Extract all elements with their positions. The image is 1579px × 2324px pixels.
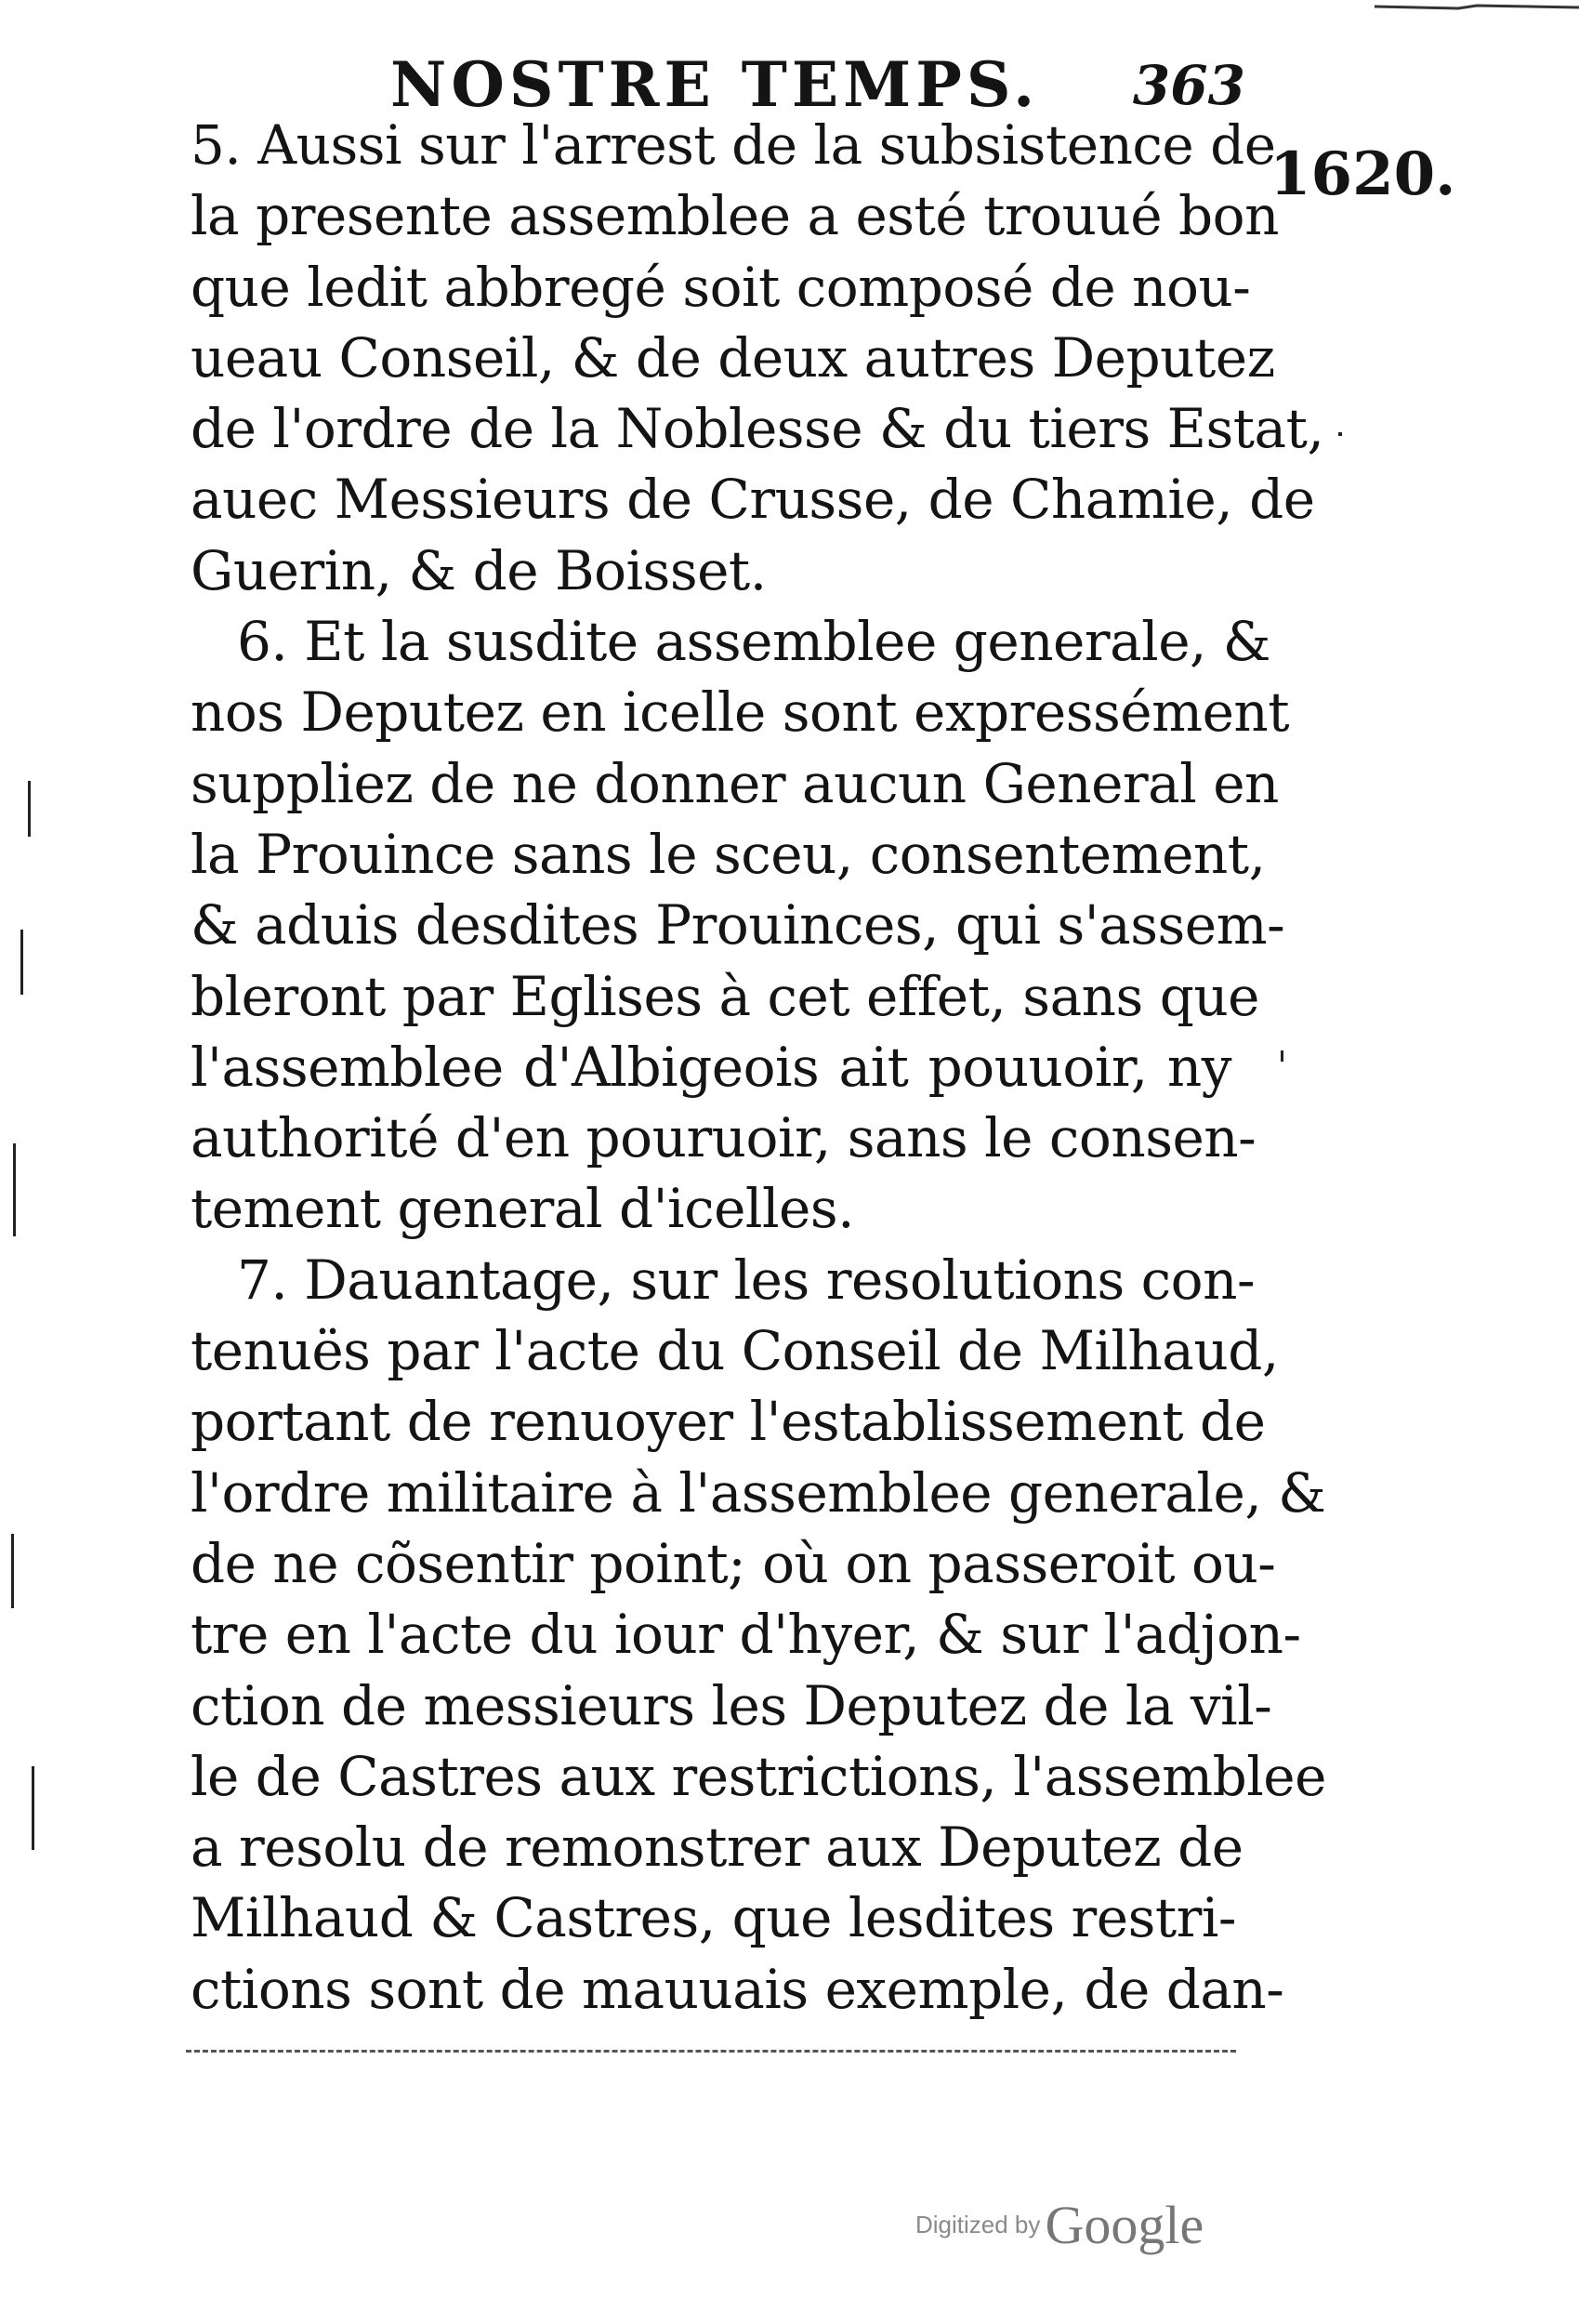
text-line: Guerin, & de Boisset. [191,538,767,602]
margin-year-note: 1620. [1270,139,1456,209]
text-line: portant de renuoyer l'establissement de [191,1390,1266,1454]
text-line: ction de messieurs les Deputez de la vil- [191,1673,1272,1737]
page-edge-mark [1347,0,1579,11]
margin-mark [13,1143,16,1236]
text-line: bleront par Eglises à cet effet, sans que [191,964,1260,1028]
text-line: l'assemblee d'Albigeois ait pouuoir, ny [191,1035,1231,1099]
running-title: NOSTRE TEMPS. [390,48,1040,121]
text-line: de ne cõsentir point; où on passeroit ou- [191,1531,1276,1595]
margin-mark [11,1534,14,1608]
text-line: tenuës par l'acte du Conseil de Milhaud, [191,1319,1279,1383]
text-line: ctions sont de mauuais exemple, de dan- [191,1957,1284,2021]
underline-rule [186,2050,1236,2053]
text-line: tre en l'acte du iour d'hyer, & sur l'adjon- [191,1603,1301,1667]
text-line: & aduis desdites Prouinces, qui s'assem- [191,893,1285,957]
margin-mark [1281,1050,1283,1062]
text-line: l'ordre militaire à l'assemblee generale, & [191,1460,1326,1525]
page-number: 363 [1132,54,1245,117]
margin-mark [20,930,23,995]
text-line: que ledit abbregé soit composé de nou- [191,255,1251,319]
text-line: Milhaud & Castres, que lesdites restri- [191,1886,1237,1950]
margin-mark [28,781,31,837]
margin-mark [32,1766,34,1850]
text-line: tement general d'icelles. [191,1177,855,1241]
text-line: nos Deputez en icelle sont expressément [191,680,1290,745]
text-line: de l'ordre de la Noblesse & du tiers Estat, [191,397,1324,461]
text-line: la Prouince sans le sceu, consentement, [191,822,1266,886]
text-line: a resolu de remonstrer aux Deputez de [191,1816,1243,1880]
text-line: ueau Conseil, & de deux autres Deputez [191,325,1275,390]
text-line: 5. Aussi sur l'arrest de la subsistence de [191,113,1276,177]
google-logo: Google [1045,2195,1204,2255]
text-line: 6. Et la susdite assemblee generale, & [237,610,1271,674]
digitized-by-google-watermark [915,2194,1204,2256]
text-line: authorité d'en pouruoir, sans le consen- [191,1106,1257,1170]
text-line: suppliez de ne donner aucun General en [191,751,1279,815]
watermark-prefix: Digitized by [915,2211,1041,2238]
text-line: le de Castres aux restrictions, l'assemblee [191,1744,1326,1808]
text-line: la presente assemblee a esté trouué bon [191,184,1279,248]
text-line: 7. Dauantage, sur les resolutions con- [237,1248,1256,1312]
text-line: auec Messieurs de Crusse, de Chamie, de [191,468,1315,532]
body-text [191,110,1326,2025]
margin-mark [1338,432,1342,436]
